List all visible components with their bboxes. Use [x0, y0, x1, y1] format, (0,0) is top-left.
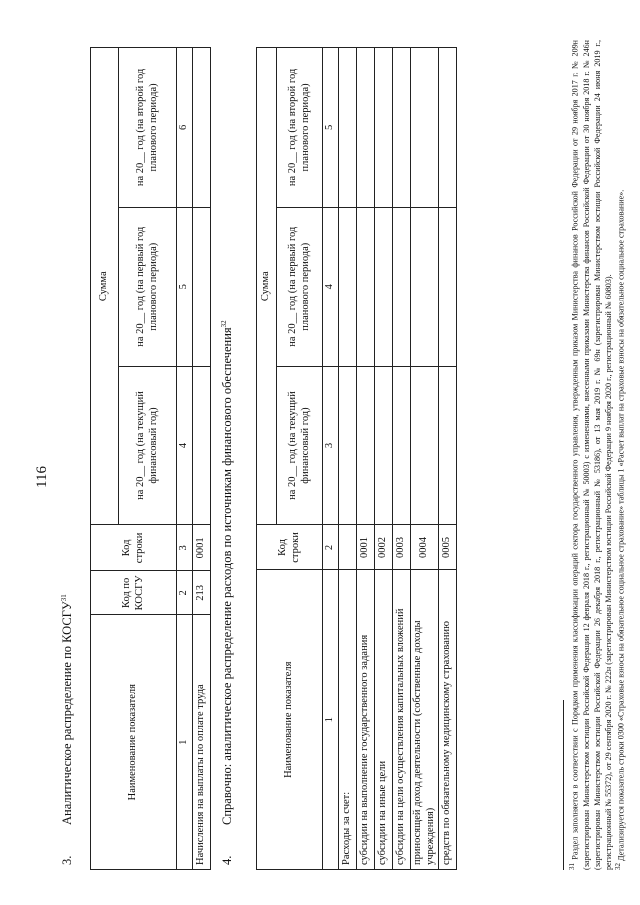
header-second-plan-year: на 20__ год (на второй год планового периода) [277, 48, 323, 208]
funding-sources-table [256, 47, 457, 870]
footnote-31 [568, 40, 614, 870]
header-name: Наименование показателя [91, 615, 177, 870]
col-number: 5 [323, 48, 339, 208]
footnote-text: Детализируется показатель строки 0300 «Страховые взносы на обязательное социальное страхование» таблицы 1 «Расчет выплат на страховые взносы на обязательное социальное страхование». [617, 189, 626, 861]
header-sum: Сумма [91, 48, 119, 525]
row-code: 0002 [375, 525, 393, 570]
row-value [411, 48, 439, 208]
col-number: 2 [323, 525, 339, 570]
table-row [339, 48, 357, 870]
row-code: 0004 [411, 525, 439, 570]
footnotes [563, 40, 627, 870]
header-current-year: на 20__ год (на текущий финансовый год) [277, 366, 323, 525]
table-row [375, 48, 393, 870]
row-name: субсидии на выполнение государственного задания [357, 570, 375, 870]
col-number: 4 [177, 366, 193, 525]
section-4-number: 4. [220, 855, 235, 865]
header-code: Код строки [257, 525, 323, 570]
col-number: 1 [177, 615, 193, 870]
footnote-mark: 31 [568, 863, 576, 870]
row-value [439, 48, 457, 208]
footnote-ref-32: 32 [220, 320, 228, 328]
row-value [411, 366, 439, 525]
col-number: 3 [177, 525, 193, 571]
row-kosgu: 213 [193, 571, 211, 615]
row-value [411, 207, 439, 366]
col-number: 4 [323, 207, 339, 366]
row-code: 0005 [439, 525, 457, 570]
row-value [375, 207, 393, 366]
table-row [193, 48, 211, 870]
table-row [439, 48, 457, 870]
header-current-year: на 20__ год (на текущий финансовый год) [119, 366, 177, 525]
header-first-plan-year: на 20__ год (на первый год планового периода) [277, 207, 323, 366]
row-name: приносящей доход деятельности (собственные доходы учреждения) [411, 570, 439, 870]
header-first-plan-year: на 20__ год (на первый год планового периода) [119, 207, 177, 366]
footnote-text: Раздел заполняется в соответствии с Порядком применения классификации операций сектора государственного управления, утвержденным приказом Министерства финансов Российской Федерации от 29 ноября 2017 г. № 209н (зарегистрирован Министерством юстиции Российской Федерации 12 февраля 2018 г., регистрационный № 50003) с изменениями, внесенными приказами Министерства финансов Российской Федерации от 30 ноября 2018 г. № 246н (зарегистрирован Министерством юстиции Российской Федерации 26 декабря 2018 г., регистрационный № 53186), от 13 мая 2019 г. № 69н (зарегистрирован Министерством юстиции Российской Федерации 24 июня 2019 г., регистрационный № 55372), от 29 сентября 2020 г. № 222н (зарегистрирован Министерством юстиции Российской Федерации 9 ноября 2020 г., регистрационный № 60803). [570, 40, 614, 870]
row-value [339, 48, 357, 208]
table-row [393, 48, 411, 870]
row-value [439, 366, 457, 525]
col-number: 5 [177, 207, 193, 366]
row-code [339, 525, 357, 570]
row-value [439, 207, 457, 366]
row-name: Начисления на выплаты по оплате труда [193, 615, 211, 870]
header-name: Наименование показателя [257, 570, 323, 870]
row-name: субсидии на иные цели [375, 570, 393, 870]
row-value-first [193, 207, 211, 366]
row-code: 0003 [393, 525, 411, 570]
header-sum: Сумма [257, 48, 277, 525]
table-row [411, 48, 439, 870]
section-4-heading [220, 320, 235, 865]
row-value [357, 366, 375, 525]
page-number: 116 [34, 466, 50, 488]
section-4-title: Справочно: аналитическое распределение расходов по источникам финансового обеспечения [220, 327, 235, 825]
row-name: средств по обязательному медицинскому страхованию [439, 570, 457, 870]
footnote-divider [563, 700, 564, 870]
table-row [357, 48, 375, 870]
row-code: 0001 [357, 525, 375, 570]
row-value [375, 366, 393, 525]
row-value [393, 48, 411, 208]
section-3-heading [60, 594, 75, 865]
col-number: 3 [323, 366, 339, 525]
row-value-second [193, 48, 211, 208]
row-value [339, 207, 357, 366]
row-code: 0001 [193, 525, 211, 571]
row-value [357, 48, 375, 208]
row-name: субсидии на цели осуществления капитальных вложений [393, 570, 411, 870]
header-second-plan-year: на 20__ год (на второй год планового периода) [119, 48, 177, 208]
row-name: Расходы за счет: [339, 570, 357, 870]
section-3-number: 3. [60, 855, 75, 865]
section-3-title: Аналитическое распределение по КОСГУ [60, 601, 75, 825]
header-kosgu: Код по КОСГУ [91, 571, 177, 615]
row-value [393, 207, 411, 366]
row-value [375, 48, 393, 208]
kosgu-distribution-table [90, 47, 211, 870]
footnote-mark: 32 [614, 863, 623, 870]
row-value [357, 207, 375, 366]
col-number: 6 [177, 48, 193, 208]
col-number: 1 [323, 570, 339, 870]
row-value [339, 366, 357, 525]
footnote-ref-31: 31 [60, 594, 68, 602]
header-code: Код строки [91, 525, 177, 571]
row-value-current [193, 366, 211, 525]
col-number: 2 [177, 571, 193, 615]
footnote-32 [614, 40, 627, 870]
row-value [393, 366, 411, 525]
